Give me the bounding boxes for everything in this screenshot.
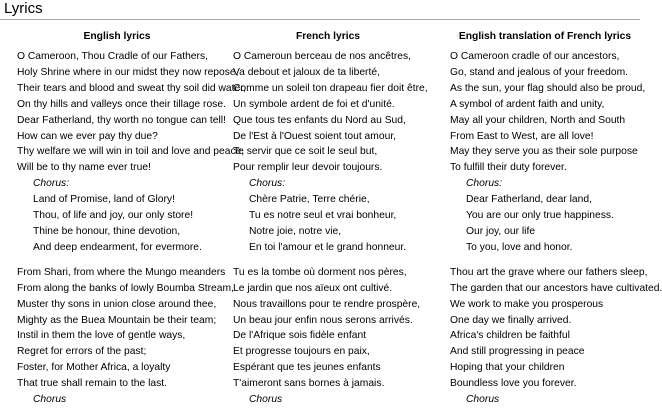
verse-line: Thy welfare we will win in toil and love and peace, (17, 146, 245, 158)
chorus-line: Our joy, our life (466, 225, 536, 237)
verse-line: Tu es la tombe où dorment nos pères, (233, 266, 407, 278)
chorus-label: Chorus (33, 394, 67, 406)
verse-line: De l'Est à l'Ouest soient tout amour, (233, 130, 397, 142)
verse-line: Thou art the grave where our fathers sleep, (450, 266, 648, 278)
verse-line: From East to West, are all love! (450, 130, 594, 142)
verse-line: Va debout et jaloux de ta liberté, (233, 66, 380, 78)
chorus-line: Dear Fatherland, dear land, (466, 194, 592, 206)
verse-line: The garden that our ancestors have cultivated. (450, 282, 662, 294)
column-french-lyrics (233, 29, 433, 408)
verse-line: O Cameroon, Thou Cradle of our Fathers, (17, 51, 208, 62)
verse-line: Holy Shrine where in our midst they now repose, (17, 66, 239, 78)
verse-line: Et progresse toujours en paix, (233, 346, 370, 358)
column-title: English lyrics (83, 31, 151, 42)
chorus-label: Chorus: (249, 178, 286, 190)
verse-line: O Cameroon cradle of our ancestors, (450, 51, 620, 62)
verse-line: May they serve you as their sole purpose (450, 146, 638, 158)
verse-line: A symbol of ardent faith and unity, (450, 98, 605, 110)
chorus-label: Chorus: (466, 178, 503, 190)
chorus-line: Tu es notre seul et vrai bonheur, (249, 210, 397, 222)
chorus-line: Thine be honour, thine devotion, (33, 225, 181, 237)
verse-line: Instil in them the love of gentle ways, (17, 330, 186, 342)
verse-line: De l'Afrique sois fidèle enfant (233, 330, 367, 342)
verse-line: Foster, for Mother Africa, a loyalty (17, 362, 171, 374)
section-heading: Lyrics (4, 0, 43, 17)
verse-line: Boundless love you forever. (450, 378, 577, 390)
verse-line: Un symbole ardent de foi et d'unité. (233, 98, 395, 110)
verse-line: One day we finally arrived. (450, 314, 572, 326)
verse-line: Regret for errors of the past; (17, 346, 147, 358)
verse-line: May all your children, North and South (450, 114, 626, 126)
chorus-line: Thou, of life and joy, our only store! (33, 210, 194, 222)
chorus-line: Land of Promise, land of Glory! (33, 194, 175, 206)
chorus-label: Chorus (249, 394, 283, 406)
verse-line: We work to make you prosperous (450, 298, 604, 310)
verse-line: Hoping that your children (450, 362, 565, 374)
verse-line: T'aimeront sans bornes à jamais. (233, 378, 385, 390)
chorus-line: Notre joie, notre vie, (249, 225, 342, 237)
chorus-line: And deep endearment, for evermore. (33, 241, 202, 253)
heading-divider (0, 19, 640, 20)
verse-line: As the sun, your flag should also be proud, (450, 82, 646, 94)
verse-line: Their tears and blood and sweat thy soil did water, (17, 82, 246, 94)
verse-line: Will be to thy name ever true! (17, 162, 151, 174)
chorus-label: Chorus: (33, 178, 70, 190)
verse-line: Comme un soleil ton drapeau fier doit être, (233, 82, 428, 94)
verse-line: On thy hills and valleys once their tillage rose. (17, 98, 226, 110)
verse-line: Mighty as the Buea Mountain be their team; (17, 314, 217, 326)
verse-line: Muster thy sons in union close around thee, (17, 298, 217, 310)
verse-line: Nous travaillons pour te rendre prospère, (233, 298, 421, 310)
chorus-line: To you, love and honor. (466, 241, 573, 253)
verse-line: Te servir que ce soit le seul but, (233, 146, 378, 158)
chorus-line: Chère Patrie, Terre chérie, (249, 194, 370, 206)
verse-line: Que tous tes enfants du Nord au Sud, (233, 114, 406, 126)
column-english-lyrics (17, 29, 246, 408)
column-title: English translation of French lyrics (458, 31, 632, 42)
verse-line: Pour remplir leur devoir toujours. (233, 162, 383, 174)
verse-line: O Cameroun berceau de nos ancêtres, (233, 51, 412, 62)
verse-line: Un beau jour enfin nous serons arrivés. (233, 314, 413, 326)
verse-line: To fulfill their duty forever. (450, 162, 567, 174)
chorus-line: En toi l'amour et le grand honneur. (249, 241, 407, 253)
verse-line: From along the banks of lowly Boumba Stream, (17, 282, 234, 294)
verse-line: Le jardin que nos aïeux ont cultivé. (233, 282, 393, 294)
chorus-line: You are our only true happiness. (466, 210, 614, 222)
verse-line: And still progressing in peace (450, 346, 585, 358)
verse-line: Dear Fatherland, thy worth no tongue can tell! (17, 114, 226, 126)
verse-line: Africa's children be faithful (450, 330, 570, 342)
verse-line: Espérant que tes jeunes enfants (233, 362, 381, 374)
verse-line: Go, stand and jealous of your freedom. (450, 66, 629, 78)
verse-line: From Shari, from where the Mungo meanders (17, 266, 226, 278)
verse-line: How can we ever pay thy due? (17, 130, 158, 142)
verse-line: That true shall remain to the last. (17, 378, 167, 390)
chorus-label: Chorus (466, 394, 500, 406)
column-english-translation (450, 29, 662, 408)
column-title: French lyrics (295, 31, 361, 42)
